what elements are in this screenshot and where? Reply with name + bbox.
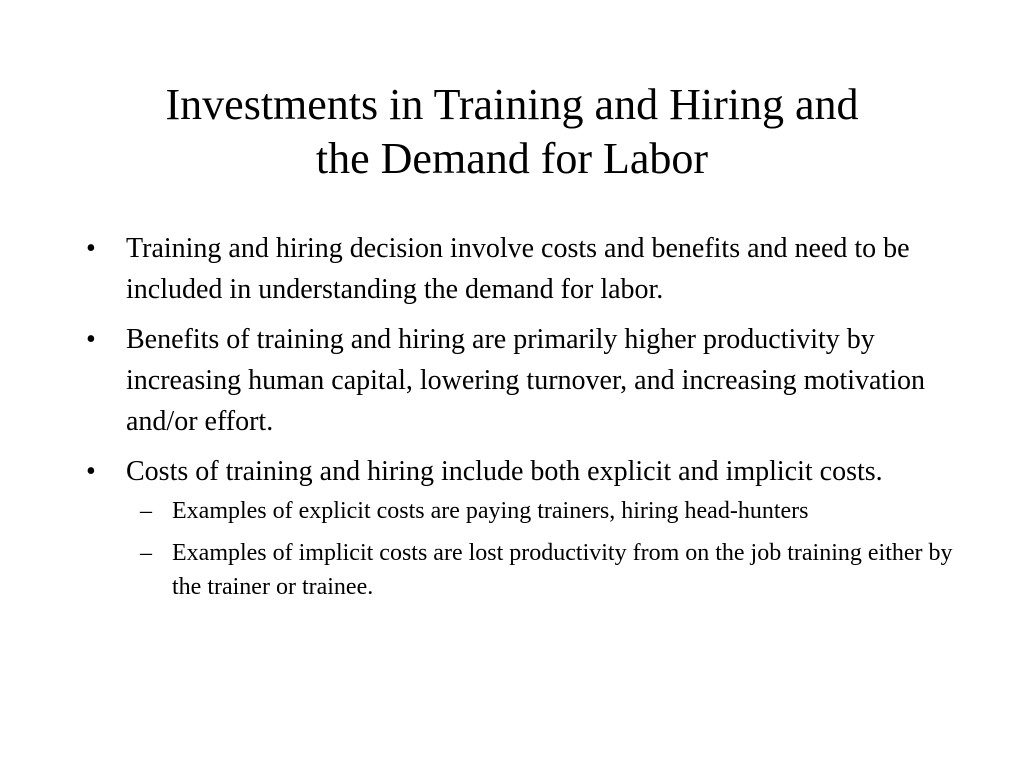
slide-title-line-2: the Demand for Labor	[315, 134, 709, 183]
bullet-text: Benefits of training and hiring are primarily higher productivity by increasing human capital, lowering turnover, and increasing motivation and/or effort.	[126, 324, 925, 437]
bullet-item	[86, 228, 966, 310]
bullet-list	[86, 228, 966, 613]
bullet-item	[86, 319, 966, 442]
bullet-text: Costs of training and hiring include both explicit and implicit costs.	[126, 456, 883, 487]
sub-bullet-text: Examples of explicit costs are paying trainers, hiring head-hunters	[172, 498, 809, 524]
bullet-marker: •	[86, 456, 96, 487]
sub-bullet-marker: –	[140, 540, 152, 566]
sub-bullet-marker: –	[140, 498, 152, 524]
slide-title	[60, 78, 964, 186]
slide-title-line-1: Investments in Training and Hiring and	[165, 80, 859, 129]
sub-bullet-item	[126, 536, 966, 604]
bullet-text: Training and hiring decision involve costs and benefits and need to be included in understanding the demand for labor.	[126, 233, 910, 305]
sub-bullet-list	[126, 494, 966, 604]
bullet-marker: •	[86, 324, 96, 355]
bullet-marker: •	[86, 233, 96, 264]
sub-bullet-item	[126, 494, 966, 528]
bullet-item	[86, 451, 966, 604]
sub-bullet-text: Examples of implicit costs are lost productivity from on the job training either by the trainer or trainee.	[172, 540, 953, 600]
